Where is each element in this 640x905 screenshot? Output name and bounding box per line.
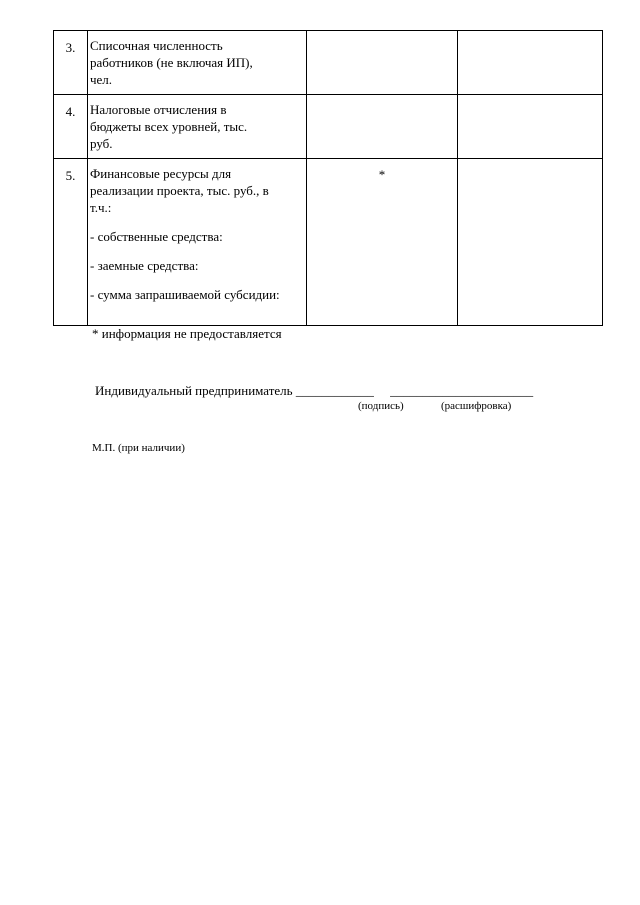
name-line: чел. (90, 72, 113, 87)
decode-blank: ______________________ (390, 383, 534, 398)
value-cell (458, 95, 603, 159)
name-line: т.ч.: (90, 200, 112, 215)
value-cell-asterisk: * (307, 159, 458, 326)
value-cell (307, 31, 458, 95)
name-line: руб. (90, 136, 113, 151)
name-line: Списочная численность (90, 38, 223, 53)
row-number: 4. (54, 95, 88, 159)
table-row (54, 31, 603, 95)
row-indicator-name (88, 159, 307, 326)
table-row (54, 95, 603, 159)
name-line: Финансовые ресурсы для (90, 166, 232, 181)
value-cell (458, 159, 603, 326)
stamp-placeholder: М.П. (при наличии) (92, 442, 185, 454)
signature-blank: ____________ (295, 383, 374, 398)
signature-label: Индивидуальный предприниматель (95, 383, 293, 398)
sub-item-borrowed-funds: - заемные средства: (90, 258, 199, 273)
value-cell (307, 95, 458, 159)
name-line: работников (не включая ИП), (90, 55, 253, 70)
row-indicator-name (88, 31, 307, 95)
sub-item-requested-subsidy: - сумма запрашиваемой субсидии: (90, 287, 280, 302)
footnote: * информация не предоставляется (92, 326, 282, 341)
row-indicator-name (88, 95, 307, 159)
sub-item-own-funds: - собственные средства: (90, 229, 223, 244)
table-row (54, 159, 603, 326)
name-line: бюджеты всех уровней, тыс. (90, 119, 248, 134)
indicators-table (53, 30, 603, 326)
value-cell (458, 31, 603, 95)
decode-caption: (расшифровка) (441, 400, 512, 412)
name-line: Налоговые отчисления в (90, 102, 227, 117)
name-line: реализации проекта, тыс. руб., в (90, 183, 269, 198)
row-number: 3. (54, 31, 88, 95)
row-number: 5. (54, 159, 88, 326)
signature-line (95, 382, 533, 399)
signature-caption: (подпись) (358, 400, 404, 412)
